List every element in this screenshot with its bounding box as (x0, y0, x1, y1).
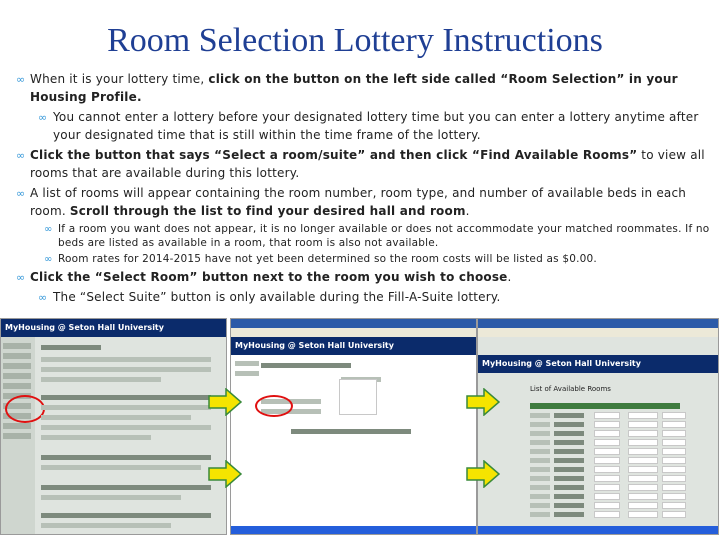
bullet-marker-icon: ∞ (16, 73, 26, 86)
arrow-icon (208, 388, 242, 416)
bullet-marker-icon: ∞ (16, 271, 26, 284)
arrow-icon (208, 460, 242, 488)
available-rooms-heading: List of Available Rooms (530, 385, 611, 393)
bullet-level-1 (16, 146, 714, 182)
available-rooms-screenshot (477, 318, 719, 535)
room-selection-highlight (5, 395, 45, 423)
bullet-marker-icon: ∞ (38, 111, 48, 124)
shot1-banner: MyHousing @ Seton Hall University (1, 319, 227, 337)
bullet-text: When it is your lottery time, (30, 72, 209, 86)
bullet-text: click on the button on the left side called “Room Selection” in your Housing Profile. (30, 72, 678, 104)
bullet-level-2 (16, 108, 714, 144)
bullet-level-1 (16, 184, 714, 220)
arrow-icon (466, 388, 500, 416)
bullet-marker-icon: ∞ (44, 224, 53, 235)
bullet-text: Scroll through the list to find your desired hall and room (69, 204, 466, 218)
bullet-marker-icon: ∞ (44, 254, 53, 265)
bullet-text: Click the “Select Room” button next to the room you wish to choose (30, 270, 508, 284)
bullet-text: to view all rooms that are available during this lottery. (30, 148, 705, 180)
bullet-level-1 (16, 70, 714, 106)
bullet-marker-icon: ∞ (16, 187, 26, 200)
bullet-level-3 (16, 222, 714, 250)
bullet-level-3 (16, 252, 714, 266)
bullet-text: The “Select Suite” button is only available during the Fill-A-Suite lottery. (53, 290, 501, 304)
bullet-marker-icon: ∞ (16, 149, 26, 162)
screenshot-strip (0, 318, 720, 540)
arrow-icon (466, 460, 500, 488)
bullet-text: Room rates for 2014-2015 have not yet been determined so the room costs will be listed as $0.00. (58, 253, 597, 265)
housing-profile-screenshot (0, 318, 227, 535)
bullet-text: Click the button that says “Select a room/suite” and then click “Find Available Rooms” (30, 148, 638, 162)
bullet-level-1 (16, 268, 714, 286)
bullet-text: If a room you want does not appear, it is no longer available or does not accommodate your matched roommates. If no beds are listed as available in a room, that room is also not available. (58, 223, 710, 249)
bullet-text: . (507, 270, 512, 284)
slide-title: Room Selection Lottery Instructions (107, 22, 603, 59)
bullet-marker-icon: ∞ (38, 291, 48, 304)
room-selection-screenshot (230, 318, 477, 535)
bullet-level-2 (16, 288, 714, 306)
shot2-banner: MyHousing @ Seton Hall University (231, 337, 477, 355)
find-rooms-highlight (255, 395, 293, 417)
shot1-sidebar (1, 337, 35, 534)
bullet-list (16, 70, 714, 306)
bullet-text: A list of rooms will appear containing the room number, room type, and number of available beds in each room. (30, 186, 687, 218)
shot3-banner: MyHousing @ Seton Hall University (478, 355, 719, 373)
bullet-text: You cannot enter a lottery before your designated lottery time but you can enter a lottery anytime after your designated time that is still within the time frame of the lottery. (53, 110, 699, 142)
bullet-text: . (465, 204, 470, 218)
